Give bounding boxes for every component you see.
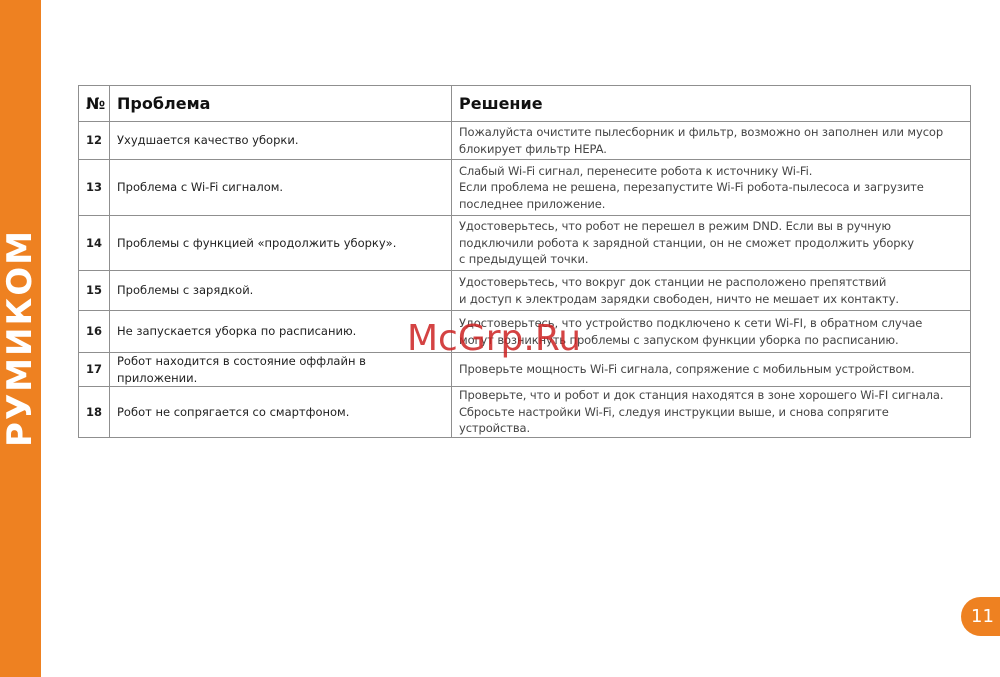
solution-line: Проверьте, что и робот и док станция находятся в зоне хорошего Wi-FI сигнала. — [459, 388, 944, 402]
row-number: 14 — [79, 216, 110, 271]
row-number: 16 — [79, 311, 110, 353]
table-row — [79, 122, 971, 160]
row-number: 12 — [79, 122, 110, 160]
watermark: McGrp.Ru — [407, 318, 582, 359]
row-solution — [452, 160, 971, 216]
row-number: 15 — [79, 271, 110, 311]
row-solution — [452, 271, 971, 311]
page-number-badge: 11 — [961, 597, 1000, 636]
row-problem: Проблемы с функцией «продолжить уборку». — [110, 216, 452, 271]
header-problem: Проблема — [110, 86, 452, 122]
table-row — [79, 216, 971, 271]
solution-line: и доступ к электродам зарядки свободен, ничто не мешает их контакту. — [459, 291, 899, 306]
row-problem: Не запускается уборка по расписанию. — [110, 311, 452, 353]
solution-line: Пожалуйста очистите пылесборник и фильтр, возможно он заполнен или мусор — [459, 125, 944, 139]
row-number: 18 — [79, 387, 110, 438]
troubleshooting-table — [78, 85, 971, 438]
solution-line: блокирует фильтр HEPA. — [459, 141, 607, 156]
row-solution — [452, 387, 971, 438]
row-number: 17 — [79, 353, 110, 387]
row-solution — [452, 216, 971, 271]
side-brand-bar — [0, 0, 41, 677]
row-solution — [452, 122, 971, 160]
solution-line: подключили робота к зарядной станции, он не сможет продолжить уборку — [459, 235, 915, 250]
row-problem: Робот находится в состояние оффлайн в приложении. — [110, 353, 452, 387]
row-problem: Робот не сопрягается со смартфоном. — [110, 387, 452, 438]
row-problem: Проблемы с зарядкой. — [110, 271, 452, 311]
solution-line: последнее приложение. — [459, 196, 606, 211]
solution-line: могут возникнуть проблемы с запуском функции уборка по расписанию. — [459, 332, 899, 347]
solution-line: Удостоверьтесь, что устройство подключено к сети Wi-FI, в обратном случае — [459, 316, 923, 330]
row-number: 13 — [79, 160, 110, 216]
solution-line: с предыдущей точки. — [459, 252, 589, 267]
header-solution: Решение — [452, 86, 971, 122]
solution-line: Слабый Wi-Fi сигнал, перенесите робота к источнику Wi-Fi. — [459, 163, 813, 178]
solution-line: Проверьте мощность Wi-Fi сигнала, сопряжение с мобильным устройством. — [459, 362, 915, 377]
solution-line: Удостоверьтесь, что вокруг док станции не расположено препятствий — [459, 275, 887, 289]
solution-line: Если проблема не решена, перезапустите Wi-Fi робота-пылесоса и загрузите — [459, 180, 924, 195]
row-problem: Ухудшается качество уборки. — [110, 122, 452, 160]
solution-line: Удостоверьтесь, что робот не перешел в режим DND. Если вы в ручную — [459, 219, 891, 234]
row-problem: Проблема с Wi-Fi сигналом. — [110, 160, 452, 216]
table-row — [79, 387, 971, 438]
table-row — [79, 160, 971, 216]
table-header-row — [79, 86, 971, 122]
header-number: № — [79, 86, 110, 122]
solution-line: Сбросьте настройки Wi-Fi, следуя инструкции выше, и снова сопрягите устройства. — [459, 404, 889, 435]
brand-logo-text: РУМИКОМ — [0, 229, 40, 447]
table-row — [79, 271, 971, 311]
